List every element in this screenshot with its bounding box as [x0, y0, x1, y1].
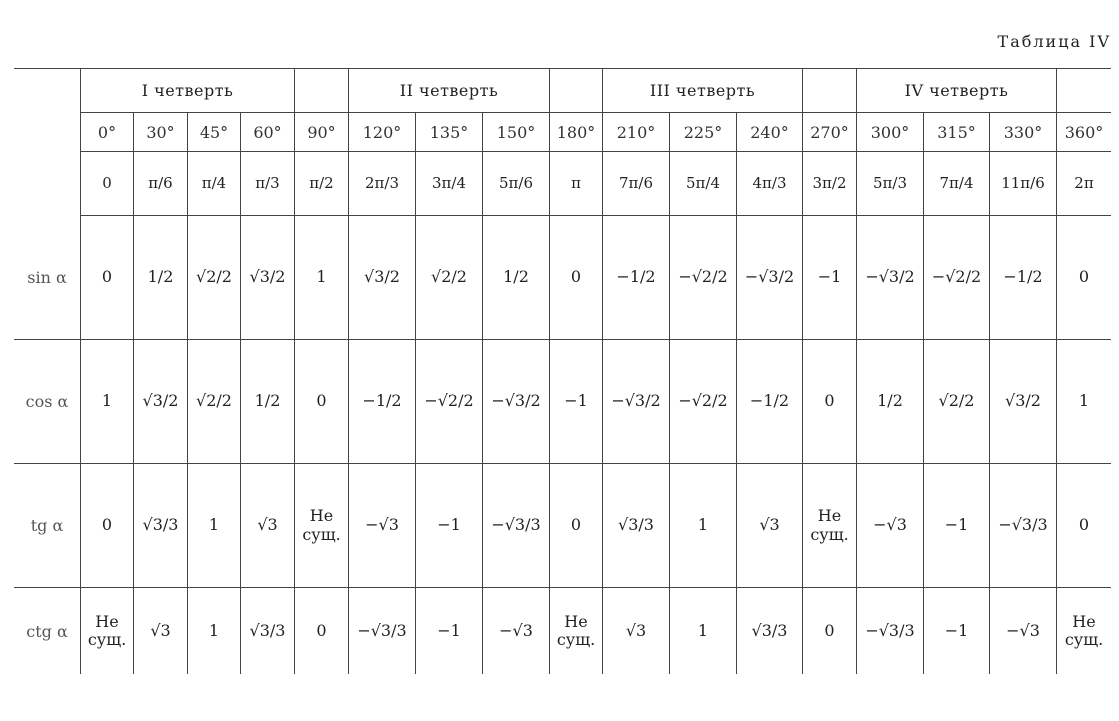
quarter-header-4: IV четверть [857, 69, 1057, 113]
radian-header: 7π/6 [603, 152, 670, 216]
tg-value: 1 [670, 464, 737, 588]
cos-value: −1 [550, 340, 603, 464]
radian-header: 11π/6 [990, 152, 1057, 216]
ctg-value: −√3 [483, 588, 550, 674]
sin-value: √3/2 [241, 216, 295, 340]
tg-value: −√3 [857, 464, 924, 588]
sin-value: −√3/2 [857, 216, 924, 340]
sin-value: −√2/2 [670, 216, 737, 340]
radian-header: 3π/2 [803, 152, 857, 216]
radian-header: 4π/3 [737, 152, 803, 216]
tg-value: √3/3 [603, 464, 670, 588]
cos-value: 1/2 [241, 340, 295, 464]
quarter-gap-180 [550, 69, 603, 113]
cos-value: 0 [295, 340, 349, 464]
tg-value: 0 [81, 464, 134, 588]
radian-header: 3π/4 [416, 152, 483, 216]
ctg-value: Не сущ. [81, 588, 134, 674]
ctg-value: √3/3 [737, 588, 803, 674]
radian-header: 5π/6 [483, 152, 550, 216]
tg-value: −1 [924, 464, 990, 588]
sin-value: −1 [803, 216, 857, 340]
radian-header: 2π [1057, 152, 1111, 216]
quarter-gap-360 [1057, 69, 1111, 113]
sin-value: −√2/2 [924, 216, 990, 340]
ctg-value: 1 [670, 588, 737, 674]
degree-header: 120° [349, 113, 416, 152]
tg-value: √3/3 [134, 464, 188, 588]
ctg-value: √3/3 [241, 588, 295, 674]
radian-header: π/3 [241, 152, 295, 216]
degree-header: 135° [416, 113, 483, 152]
function-label-sin: sin α [14, 216, 81, 340]
sin-value: 0 [550, 216, 603, 340]
cos-value: −√3/2 [483, 340, 550, 464]
degree-header: 360° [1057, 113, 1111, 152]
tg-value: Не сущ. [295, 464, 349, 588]
tg-value: √3 [737, 464, 803, 588]
degree-header: 225° [670, 113, 737, 152]
tg-value: −√3/3 [483, 464, 550, 588]
cos-value: −√2/2 [416, 340, 483, 464]
quarter-gap-90 [295, 69, 349, 113]
quarter-header-1: I четверть [81, 69, 295, 113]
radian-header: π/4 [188, 152, 241, 216]
tg-value: √3 [241, 464, 295, 588]
sin-value: −1/2 [603, 216, 670, 340]
ctg-value: −1 [924, 588, 990, 674]
ctg-value: √3 [134, 588, 188, 674]
ctg-value: −√3/3 [857, 588, 924, 674]
sin-value: 1/2 [483, 216, 550, 340]
sin-value: 1 [295, 216, 349, 340]
function-label-ctg: ctg α [14, 588, 81, 674]
radian-header: 5π/4 [670, 152, 737, 216]
sin-value: 1/2 [134, 216, 188, 340]
tg-value: Не сущ. [803, 464, 857, 588]
sin-value: 0 [1057, 216, 1111, 340]
radian-header: 7π/4 [924, 152, 990, 216]
sin-value: −√3/2 [737, 216, 803, 340]
degree-header: 0° [81, 113, 134, 152]
ctg-value: √3 [603, 588, 670, 674]
ctg-value: −1 [416, 588, 483, 674]
tg-value: 0 [550, 464, 603, 588]
function-label-cos: cos α [14, 340, 81, 464]
cos-value: −√2/2 [670, 340, 737, 464]
tg-value: −1 [416, 464, 483, 588]
quarter-header-2: II четверть [349, 69, 550, 113]
degree-header: 30° [134, 113, 188, 152]
tg-value: 1 [188, 464, 241, 588]
ctg-value: Не сущ. [1064, 611, 1104, 649]
ctg-value: 0 [295, 588, 349, 674]
degree-header: 150° [483, 113, 550, 152]
trig-table [14, 68, 1111, 674]
radian-header: π/2 [295, 152, 349, 216]
degree-header: 300° [857, 113, 924, 152]
table-title: Таблица IV [997, 32, 1111, 51]
ctg-value: −√3 [990, 588, 1057, 674]
degree-header: 210° [603, 113, 670, 152]
ctg-value: −√3/3 [349, 588, 416, 674]
quarter-header-3: III четверть [603, 69, 803, 113]
sin-value: √2/2 [416, 216, 483, 340]
cos-value: −√3/2 [603, 340, 670, 464]
tg-value: 0 [1057, 464, 1111, 588]
ctg-value: Не сущ. [550, 588, 603, 674]
cos-value: −1/2 [737, 340, 803, 464]
tg-value: −√3 [349, 464, 416, 588]
sin-value: −1/2 [990, 216, 1057, 340]
function-label-tg: tg α [14, 464, 81, 588]
degree-header: 240° [737, 113, 803, 152]
cos-value: √2/2 [924, 340, 990, 464]
degree-header: 90° [295, 113, 349, 152]
tg-value: −√3/3 [990, 464, 1057, 588]
ctg-value: 0 [803, 588, 857, 674]
sin-value: √3/2 [349, 216, 416, 340]
radian-header: 2π/3 [349, 152, 416, 216]
radian-header: π/6 [134, 152, 188, 216]
sin-value: 0 [81, 216, 134, 340]
sin-value: √2/2 [188, 216, 241, 340]
degree-header: 60° [241, 113, 295, 152]
cos-value: 0 [803, 340, 857, 464]
quarter-gap-270 [803, 69, 857, 113]
cos-value: 1 [1057, 340, 1111, 464]
degree-header: 180° [550, 113, 603, 152]
degree-header: 330° [990, 113, 1057, 152]
cos-value: √3/2 [990, 340, 1057, 464]
corner-cell [14, 69, 81, 216]
degree-header: 315° [924, 113, 990, 152]
cos-value: −1/2 [349, 340, 416, 464]
radian-header: π [550, 152, 603, 216]
degree-header: 270° [803, 113, 857, 152]
ctg-value: 1 [188, 588, 241, 674]
cos-value: √3/2 [134, 340, 188, 464]
cos-value: 1 [81, 340, 134, 464]
cos-value: √2/2 [188, 340, 241, 464]
degree-header: 45° [188, 113, 241, 152]
radian-header: 5π/3 [857, 152, 924, 216]
radian-header: 0 [81, 152, 134, 216]
cos-value: 1/2 [857, 340, 924, 464]
